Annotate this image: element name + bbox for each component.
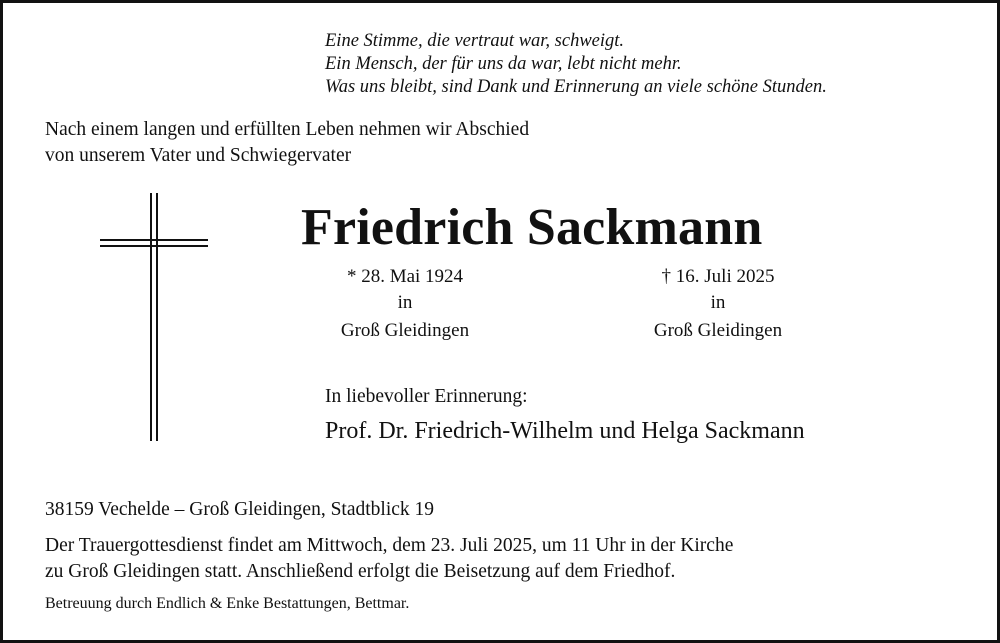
- mourners-names: Prof. Dr. Friedrich-Wilhelm und Helga Sackmann: [325, 418, 805, 444]
- cross-icon: [98, 193, 210, 443]
- service-line-2: zu Groß Gleidingen statt. Anschließend erfolgt die Beisetzung auf dem Friedhof.: [45, 561, 676, 582]
- poem-line-2: Ein Mensch, der für uns da war, lebt nicht mehr.: [325, 54, 682, 74]
- birth-date: * 28. Mai 1924: [346, 266, 464, 287]
- family-address: 38159 Vechelde – Groß Gleidingen, Stadtblick 19: [45, 499, 435, 520]
- deceased-name: Friedrich Sackmann: [301, 199, 763, 256]
- service-line-1: Der Trauergottesdienst findet am Mittwoch, dem 23. Juli 2025, um 11 Uhr in der Kirche: [45, 535, 734, 556]
- birth-place: Groß Gleidingen: [340, 320, 470, 341]
- death-date: † 16. Juli 2025: [661, 266, 775, 287]
- intro-line-1: Nach einem langen und erfüllten Leben nehmen wir Abschied: [45, 119, 530, 140]
- death-place: Groß Gleidingen: [653, 320, 783, 341]
- memory-label: In liebevoller Erinnerung:: [325, 386, 528, 407]
- poem-line-3: Was uns bleibt, sind Dank und Erinnerung an viele schöne Stunden.: [325, 77, 827, 97]
- death-in: in: [710, 292, 726, 313]
- birth-in: in: [397, 292, 413, 313]
- poem-line-1: Eine Stimme, die vertraut war, schweigt.: [325, 31, 625, 51]
- intro-line-2: von unserem Vater und Schwiegervater: [45, 145, 352, 166]
- undertaker-note: Betreuung durch Endlich & Enke Bestattungen, Bettmar.: [45, 595, 410, 612]
